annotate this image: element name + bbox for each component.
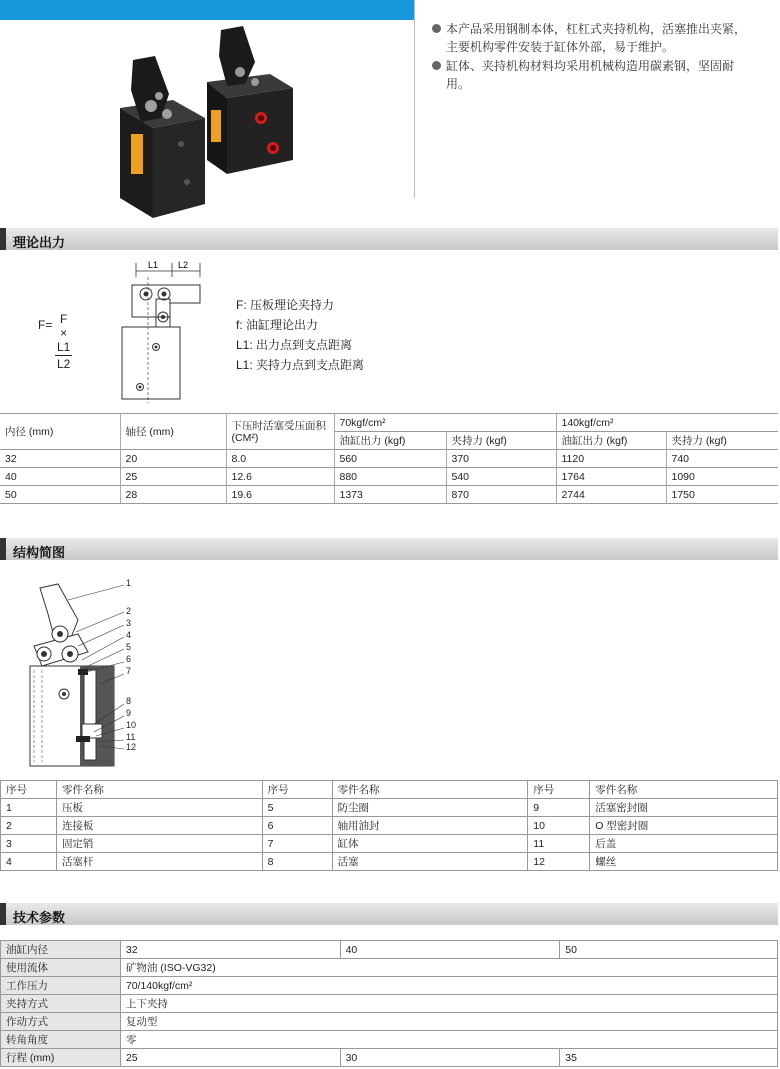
formula-numerator: F × L1 (57, 312, 71, 354)
vertical-divider (414, 0, 415, 198)
part-label: 5 (126, 642, 132, 652)
row-label: 油缸内径 (1, 941, 121, 959)
cell: 50 (0, 486, 120, 504)
section-marker (0, 538, 6, 560)
cell: 9 (528, 799, 590, 817)
legend-item: L1: 夹持力点到支点距离 (236, 358, 365, 372)
cell: 10 (528, 817, 590, 835)
section-title: 理论出力 (13, 235, 66, 250)
part-label: 12 (126, 742, 137, 752)
part-label: 6 (126, 654, 132, 664)
cell: 零 (120, 1031, 777, 1049)
header-oil70: 油缸出力 (kgf) (334, 432, 446, 450)
cell: 压板 (56, 799, 262, 817)
header-clamp70: 夹持力 (kgf) (446, 432, 556, 450)
cell: 后盖 (590, 835, 778, 853)
cell: 1750 (666, 486, 778, 504)
cell: 3 (1, 835, 57, 853)
table-row (1, 1031, 778, 1049)
cell: 19.6 (226, 486, 334, 504)
part-label: 4 (126, 630, 132, 640)
cell: 40 (0, 468, 120, 486)
table-row (0, 450, 778, 468)
part-label: 11 (126, 732, 136, 742)
product-photo (95, 22, 305, 222)
cell: 防尘圈 (332, 799, 528, 817)
cell: 8 (262, 853, 332, 871)
header-cell: 零件名称 (56, 781, 262, 799)
cell: 40 (340, 941, 560, 959)
cell: 28 (120, 486, 226, 504)
formula-lhs: F= (38, 318, 53, 332)
header-cell: 序号 (528, 781, 590, 799)
cell: 1764 (556, 468, 666, 486)
section-header-theory (0, 228, 778, 250)
cell: 1090 (666, 468, 778, 486)
cell: 20 (120, 450, 226, 468)
cell: 30 (340, 1049, 560, 1067)
cell: 880 (334, 468, 446, 486)
section-marker (0, 903, 6, 925)
cell: 870 (446, 486, 556, 504)
cell: 活塞杆 (56, 853, 262, 871)
table-row (1, 977, 778, 995)
table-row (1, 1013, 778, 1031)
header-clamp140: 夹持力 (kgf) (666, 432, 778, 450)
parts-table (0, 780, 778, 871)
cell: 矿物油 (ISO-VG32) (120, 959, 777, 977)
table-row (0, 468, 778, 486)
header-p140: 140kgf/cm² (556, 414, 778, 432)
cell: 2 (1, 817, 57, 835)
table-row (1, 1049, 778, 1067)
lever-diagram (112, 255, 212, 405)
row-label: 夹持方式 (1, 995, 121, 1013)
cell: 11 (528, 835, 590, 853)
header-cell: 序号 (1, 781, 57, 799)
header-cell: 零件名称 (590, 781, 778, 799)
top-accent-bar (0, 0, 414, 20)
part-label: 8 (126, 696, 132, 706)
cell: 740 (666, 450, 778, 468)
cell: 缸体 (332, 835, 528, 853)
section-title: 技术参数 (13, 910, 66, 925)
clamp-unit-front (120, 56, 205, 218)
part-label: 10 (126, 720, 137, 730)
cell: 连接板 (56, 817, 262, 835)
header-bore: 内径 (mm) (0, 414, 120, 450)
table-row (0, 486, 778, 504)
cell: 8.0 (226, 450, 334, 468)
row-label: 作动方式 (1, 1013, 121, 1031)
table-row (1, 799, 778, 817)
structure-diagram (20, 574, 150, 774)
cell: 32 (0, 450, 120, 468)
part-label: 1 (126, 578, 132, 588)
row-label: 转角角度 (1, 1031, 121, 1049)
cell: 560 (334, 450, 446, 468)
cell: 12.6 (226, 468, 334, 486)
header-p70: 70kgf/cm² (334, 414, 556, 432)
cell: 70/140kgf/cm² (120, 977, 777, 995)
header-cell: 序号 (262, 781, 332, 799)
header-shaft: 轴径 (mm) (120, 414, 226, 450)
section-header-structure (0, 538, 778, 560)
table-row (1, 817, 778, 835)
cell: 35 (560, 1049, 778, 1067)
cell: 轴用油封 (332, 817, 528, 835)
cell: 370 (446, 450, 556, 468)
section-marker (0, 228, 6, 250)
row-label: 行程 (mm) (1, 1049, 121, 1067)
table-row (1, 835, 778, 853)
l2-label: L2 (178, 260, 189, 270)
table-header-row (1, 781, 778, 799)
part-label: 9 (126, 708, 132, 718)
cell: 5 (262, 799, 332, 817)
cell: 1120 (556, 450, 666, 468)
cell: 25 (120, 1049, 340, 1067)
clamp-unit-rear (207, 26, 293, 174)
cell: 32 (120, 941, 340, 959)
header-cell: 零件名称 (332, 781, 528, 799)
cell: 固定销 (56, 835, 262, 853)
cell: 540 (446, 468, 556, 486)
cell: 4 (1, 853, 57, 871)
l1-label: L1 (148, 260, 159, 270)
table-row (1, 853, 778, 871)
part-label: 2 (126, 606, 132, 616)
table-row (1, 959, 778, 977)
cell: 活塞密封圈 (590, 799, 778, 817)
legend-item: L1: 出力点到支点距离 (236, 338, 353, 352)
tech-table (0, 940, 778, 1067)
feature-text: 本产品采用钢制本体，杠杠式夹持机构，活塞推出夹紧，主要机构零件安装于缸体外部，易于维护。 (446, 22, 747, 54)
cell: 12 (528, 853, 590, 871)
cell: 1373 (334, 486, 446, 504)
cell: 螺丝 (590, 853, 778, 871)
feature-item (432, 57, 752, 93)
formula-fraction (55, 312, 72, 371)
header-area: 下压时活塞受压面积 (CM²) (226, 414, 334, 450)
cell: 6 (262, 817, 332, 835)
part-label: 3 (126, 618, 132, 628)
row-label: 使用流体 (1, 959, 121, 977)
formula-denominator: L2 (56, 357, 71, 371)
cell: 上下夹持 (120, 995, 777, 1013)
cell: 活塞 (332, 853, 528, 871)
header-oil140: 油缸出力 (kgf) (556, 432, 666, 450)
legend-item: F: 压板理论夹持力 (236, 298, 334, 312)
bullet-icon (432, 61, 441, 70)
feature-list (432, 20, 752, 94)
section-header-tech (0, 903, 778, 925)
feature-item (432, 20, 752, 56)
legend (236, 295, 364, 375)
cell: 7 (262, 835, 332, 853)
feature-text: 缸体、夹持机构材料均采用机械构造用碳素钢，坚固耐用。 (446, 59, 735, 91)
cell: 1 (1, 799, 57, 817)
output-table (0, 413, 778, 504)
cell: 2744 (556, 486, 666, 504)
table-row (1, 995, 778, 1013)
bullet-icon (432, 24, 441, 33)
cell: O 型密封圈 (590, 817, 778, 835)
cell: 25 (120, 468, 226, 486)
section-title: 结构简图 (13, 545, 66, 560)
part-label: 7 (126, 666, 132, 676)
table-row (1, 941, 778, 959)
legend-item: f: 油缸理论出力 (236, 318, 319, 332)
table-header-row (0, 414, 778, 432)
cell: 50 (560, 941, 778, 959)
cell: 复动型 (120, 1013, 777, 1031)
row-label: 工作压力 (1, 977, 121, 995)
